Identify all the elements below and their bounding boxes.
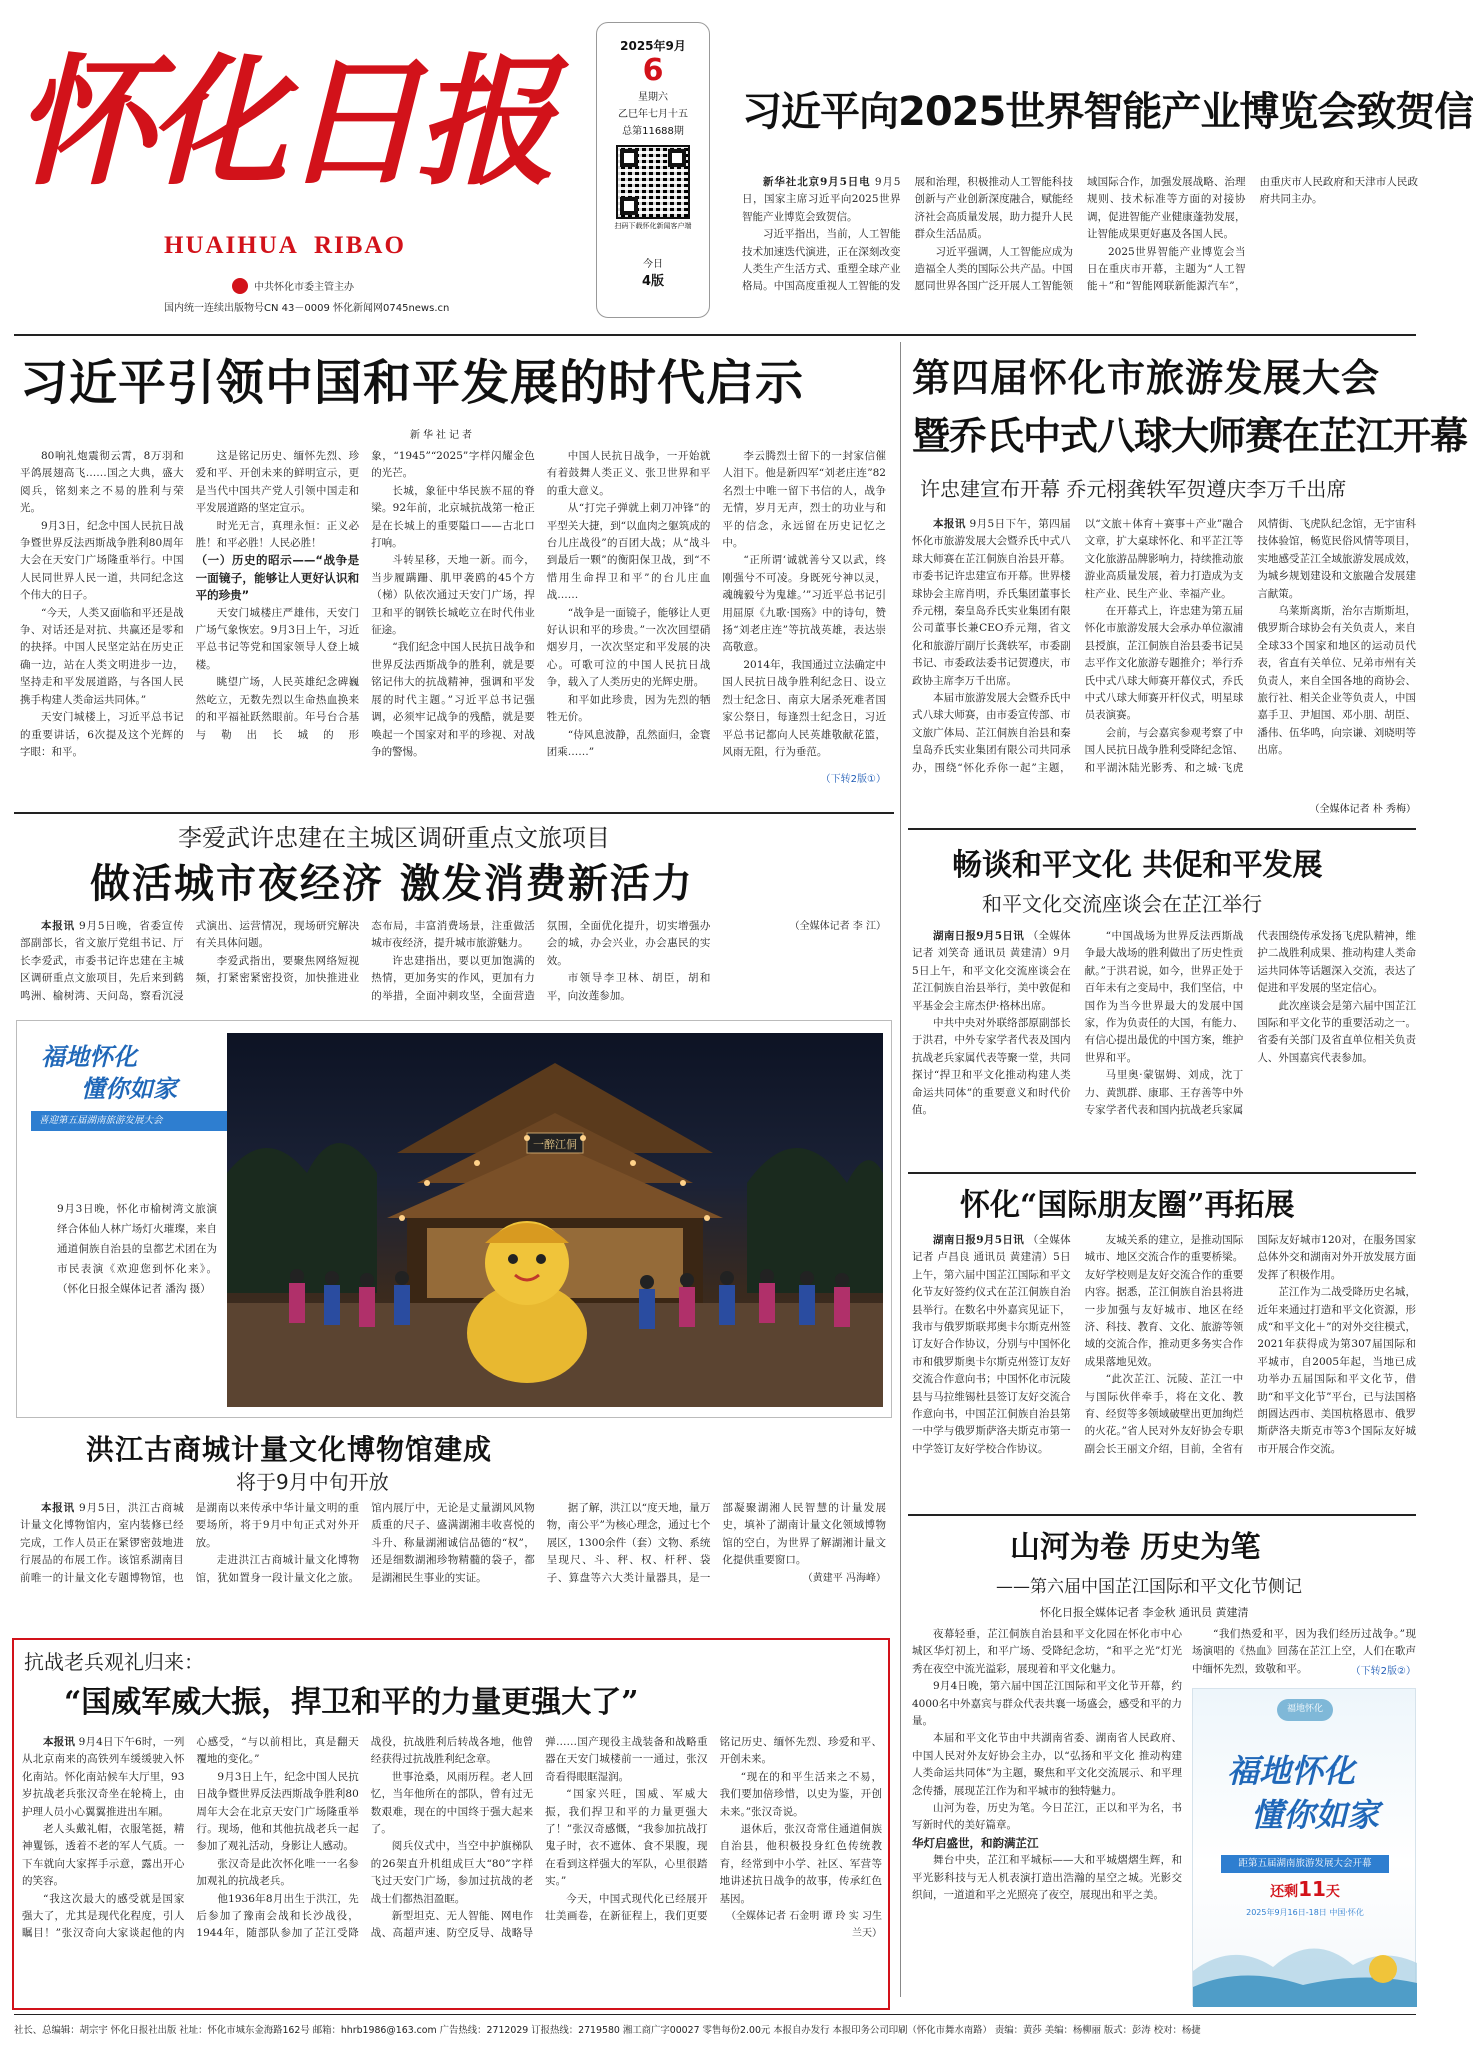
lead-body [742, 174, 1418, 304]
night-paragraph: 市领导李卫林、胡臣，胡和平，向汝莲参加。 [546, 972, 711, 1002]
countdown-number: 11 [1298, 1877, 1326, 1901]
river-subheadline: ——第六届中国芷江国际和平文化节侧记 [996, 1577, 1302, 1597]
veteran-paragraph: 他1936年8月出生于洪江，先后参加了豫南会战和长沙战役，1944年，随部队参加了芷江受降战役，抗战胜利后转战各地，他曾经获得过抗战胜利纪念章。 [196, 1736, 534, 1940]
veteran-headline: “国威军威大振，捍卫和平的力量更强大了” [64, 1685, 639, 1720]
main-paragraph: “侍风息波静，乱然面归，金寰团乘……” [546, 728, 711, 758]
tourism-body [912, 516, 1416, 818]
friends-paragraph: 芷江作为二战受降历史名城，近年来通过打造和平文化资源，形成“和平文化＋”的对外交往模式，2021年获得成为第307届国际和平城市，自2005年起，当地已成功举办五届国际和平文化节，借助“和平文化节”平台，已与法国格朗圆达西市、美国杭格恩市、俄罗斯萨洛夫斯克市等3个国际友好城市开展合作交流。 [1257, 1286, 1416, 1455]
date-box [596, 22, 710, 318]
veteran-paragraph: “现在的和平生活来之不易，我们要加倍珍惜，以史为鉴，开创未来。”张汉奇说。 [719, 1770, 882, 1818]
qr-code-icon [618, 147, 688, 217]
masthead-pinyin: HUAIHUA RIBAO [164, 232, 406, 259]
museum-byline: （黄建平 冯海峰） [802, 1572, 886, 1584]
main-author: 新华社记者 [410, 430, 475, 441]
main-paragraph: “战争是一面镜子，能够让人更好认识和平的珍贵。”一次次回望硝烟岁月，一次次坚定和平发展的决心。可歌可泣的中国人民抗日战争，载入了人类历史的光辉史册。 [546, 606, 711, 689]
peace-paragraph: （全媒体记者 刘笑奇 通讯员 黄建清）9月5日上午，和平文化交流座谈会在芷江侗族自治县举行，美中敦促和平基金会主席杰伊·格林出席。 [912, 930, 1071, 1012]
tourism-paragraph: 乌莱斯离斯，治尔吉斯斯坦，俄罗斯合球协会有关负责人，来自全球33个国家和地区的运动员代表，省直有关单位、兄弟市州有关负责人，来自全国各地的商协会、旅行社、相关企业等负责人，中国嘉手卫、尹旭国、邓小朋、胡臣、潘伟、伍华鸣，向宗谦、刘晓明等出席。 [1257, 605, 1416, 757]
lead-paragraph: 9月5日，国家主席习近平向2025世界智能产业博览会致贺信。 [742, 176, 901, 223]
date-weekday: 星期六 [638, 92, 668, 103]
main-paragraph: 中国人民抗日战争，一开始就有着鼓舞人类正义、张卫世界和平的重大意义。 [546, 450, 711, 497]
masthead-logo: 怀化日报 [14, 41, 551, 205]
veteran-dateline: 本报讯 [43, 1736, 76, 1748]
lead-paragraph: 2025世界智能产业博览会当日在重庆市开幕，主题为“人工智能＋”和“智能网联新能源汽车”，由重庆市人民政府和天津市人民政府共同主办。 [1087, 176, 1418, 293]
museum-paragraph: 走进洪江古商城计量文化博物馆，犹如置身一段计量文化之旅。馆内展厅中，无论是丈量湖风风物质重的尺子、盛满湖湘丰收喜悦的斗升、称量湖湘诚信品德的“权”，还是细数湖湘珍物精髓的袋子，都是湖湘民生事业的实证。 [195, 1502, 535, 1584]
tourism-byline: （全媒体记者 朴 秀梅） [1309, 804, 1416, 815]
main-paragraph: 斗转星移，天地一新。而今，当步履蹒跚、肌甲袭鸥的45个方（梯）队依次通过天安门广场，捍卫和平的钢铁长城屹立在时代伟业征途。 [371, 554, 535, 637]
river-body [912, 1626, 1182, 2004]
date-lunar: 乙巳年七月十五 [618, 109, 688, 120]
divider [908, 828, 1416, 830]
night-paragraph: 9月5日晚，省委宣传部副部长，省文旅厅党组书记、厅长李爱武，市委书记许忠建在主城区调研重点文旅项目，先后来到鹤鸣洲、榆树湾、天问岛，察看沉浸式演出、运营情况，现场研究解决有关具体问题。 [20, 920, 360, 1002]
photo-frame [16, 1020, 892, 1418]
peace-subheadline: 和平文化交流座谈会在芷江举行 [982, 892, 1262, 916]
veteran-kicker: 抗战老兵观礼归来： [24, 1650, 204, 1674]
friends-headline: 怀化“国际朋友圈”再拓展 [960, 1188, 1295, 1223]
photo-caption [57, 1199, 217, 1299]
countdown-suffix: 天 [1325, 1884, 1340, 1900]
main-paragraph: 和平如此珍贵，因为先烈的牺牲无价。 [546, 693, 711, 724]
main-paragraph: 李云腾烈士留下的一封家信催人泪下。他是新四军“刘老庄连”82名烈士中唯一留下书信的人，战争无情，岁月无声，烈士的功业与和平的信念，永远留在历史记忆之中。 [722, 450, 886, 550]
date-year-month: 2025年9月 [620, 39, 686, 53]
museum-headline: 洪江古商城计量文化博物馆建成 [86, 1433, 493, 1466]
main-paragraph: 长城，象征中华民族不屈的脊梁。92年前，北京城抗战第一枪正是在长城上的重要隘口——古北口打响。 [371, 484, 535, 550]
peace-paragraph: 中共中央对外联络部原副部长于洪君，中外专家学者代表及国内抗战老兵家属代表等聚一堂，共同探讨“捍卫和平文化推动构建人类命运共同体”的重要意义和时代价值。 [912, 1017, 1071, 1117]
promo-countdown [1221, 1877, 1389, 1901]
river-paragraph: 舞台中央，芷江和平城标——大和平城熠熠生辉，和平光影科技与无人机表演打造出浩瀚的星空之城。光影交织间，一道道和平之光照亮了夜空，展现出和平之美。 [912, 1854, 1182, 1902]
night-headline: 做活城市夜经济 激发消费新活力 [90, 861, 694, 907]
museum-subheadline: 将于9月中旬开放 [236, 1470, 389, 1494]
peace-body [912, 928, 1416, 1164]
friends-dateline: 湖南日报9月5日讯 [933, 1234, 1025, 1246]
night-kicker: 李爱武许忠建在主城区调研重点文旅项目 [178, 824, 610, 852]
night-byline: （全媒体记者 李 江） [789, 921, 886, 932]
river-paragraph: 山河为卷，历史为笔。今日芷江，正以和平为名，书写新时代的美好篇章。 [912, 1802, 1182, 1832]
veteran-paragraph: 新型坦克、无人智能、网电作战、高超声速、防空反导、战略导弹……国产现役主战装备和战略重器在天安门城楼前一一通过，张汉奇看得眼眶湿润。 [370, 1736, 708, 1940]
river-author: 怀化日报全媒体记者 李金秋 通讯员 黄建清 [1040, 1606, 1249, 1619]
divider [14, 334, 1416, 336]
divider [908, 1514, 1416, 1516]
divider [14, 2014, 1416, 2015]
museum-paragraph: 9月5日，洪江古商城计量文化博物馆内，室内装修已经完成，工作人员正在紧锣密鼓地进行展品的布展工作。该馆系湖南目前唯一的计量文化专题博物馆，也是湖南以来传承中华计量文明的重要场所，将于9月中旬正式对外开放。 [20, 1502, 360, 1584]
tourism-headline-1: 第四届怀化市旅游发展大会 [912, 356, 1381, 400]
masthead-emblem-icon [232, 278, 248, 294]
night-paragraph: 李爱武指出，要聚焦网络短视频，打紧密紧密投资，加快推进业态布局，丰富消费场景，注重做活城市夜经济，提升城市旅游魅力。 [195, 920, 535, 985]
main-paragraph: “我们纪念中国人民抗日战争和世界反法西斯战争的胜利，就是要铭记伟大的抗战精神，强调和平发展的时代主题。”习近平总书记强调，必须牢记战争的残酷，就是要唤起一个国家对和平的珍视、对战争的警惕。 [371, 641, 535, 758]
tourism-subheadline: 许忠建宣布开幕 乔元栩龚轶军贺遵庆李万千出席 [920, 477, 1347, 501]
main-paragraph: 从“打完子弹就上刺刀冲锋”的平型关大捷，到“以血肉之躯筑成的台儿庄战役”的百团大战；从“战斗到最后一颗”的衡阳保卫战，到“不惜用生命捍卫和平”的台儿庄血战…… [546, 502, 711, 602]
countdown-prefix: 还剩 [1270, 1884, 1299, 1900]
qr-caption: 扫码下载怀化新闻客户端 [614, 222, 692, 230]
night-dateline: 本报讯 [41, 920, 75, 932]
main-paragraph: 眺望广场，人民英雄纪念碑巍然屹立，无数先烈以生命热血换来的和平福祉跃然眼前。年号台合基与勒出长城的形象，“1945”“2025”字样闪耀金色的光芒。 [195, 450, 535, 741]
peace-paragraph: “中国战场为世界反法西斯战争最大战场的胜利做出了历史性贡献。”于洪君说，如今，世界正处于百年未有之变局中，我们坚信，中国作为当今世界最大的发展中国家，作为负责任的大国，有能力、有信心提出最优的中国方案，维护世界和平。 [1084, 930, 1244, 1064]
veteran-paragraph: 今天，中国式现代化已经展开壮美画卷，在新征程上，我们更要铭记历史、缅怀先烈、珍爱和平、开创未来。 [545, 1736, 882, 1923]
banner-line-1: 福地怀化 [41, 1042, 137, 1071]
friends-paragraph: “此次芷江、沅陵、芷江一中与国际伙伴牵手，将在文化、教育、经贸等多领域破壁出更加绚烂的火花。”省人民对外友好协会专职副会长王丽文介绍，目前，全省有国际友好城市120对，在服务国家总体外交和湖南对外开放发展方面发挥了积极作用。 [1084, 1234, 1416, 1455]
night-body [20, 918, 886, 1008]
river-paragraph: 本届和平文化节由中共湖南省委、湖南省人民政府、中国人民对外友好协会主办，以“弘扬和平文化 推动构建人类命运共同体”为主题，聚焦和平文化交流展示、和平理念传播，展现芷江作为和平城市的独特魅力。 [912, 1732, 1182, 1797]
pages-label: 今日 [643, 259, 663, 270]
veteran-paragraph: 阅兵仪式中，当空中护旗梯队的26架直升机组成巨大“80”字样飞过天安门广场，参加过抗战的老战士们都热泪盈眶。 [370, 1840, 534, 1905]
veteran-paragraph: 9月3日上午，纪念中国人民抗日战争暨世界反法西斯战争胜利80周年大会在北京天安门广场隆重举行。现场，他和其他抗战老兵一起参加了观礼活动，身影让人感动。 [196, 1770, 359, 1853]
tourism-dateline: 本报讯 [933, 518, 966, 530]
veteran-paragraph: 9月4日下午6时，一列从北京南来的高铁列车缓缓驶入怀化南站。怀化南站候车大厅里，93岁抗战老兵张汉奇坐在轮椅上，由护理人员小心翼翼推进出车厢。 [22, 1736, 185, 1818]
peace-paragraph: 马里奥·蒙锯姆、刘成，沈丁力、黄凯群、康耶、王存善等中外专家学者代表和国内抗战老兵家属代表围绕传承发扬飞虎队精神，维护二战胜利成果、推动构建人类命运共同体等话题深入交流，表达了促进和平发展的坚定信心。 [1084, 930, 1416, 1117]
main-continued-link[interactable]: （下转2版①） [820, 774, 886, 785]
river-paragraph: 夜幕轻垂，芷江侗族自治县和平文化园在怀化市中心城区华灯初上，和平广场、受降纪念坊，“和平之光”灯光秀在夜空中流光溢彩，展现着和平文化魅力。 [912, 1628, 1182, 1675]
main-paragraph: 天安门城楼上，习近平总书记的重要讲话，6次提及这个光辉的字眼：和平。 [20, 711, 184, 758]
veteran-paragraph: 世事沧桑，风雨历程。老人回忆，当年他所在的部队，曾有过无数艰难，现在的中国终于强大起来了。 [370, 1770, 534, 1836]
photo-credit: （怀化日报全媒体记者 潘沟 摄） [57, 1283, 211, 1295]
promo-line-2: 懂你如家 [1251, 1796, 1380, 1834]
river-subhead: 华灯启盛世，和韵满芷江 [912, 1835, 1039, 1850]
museum-dateline: 本报讯 [41, 1502, 75, 1514]
lead-paragraph: 习近平指出，当前，人工智能技术加速迭代演进，正在深刻改变人类生产生活方式、重塑全球产业格局。中国高度重视人工智能的发展和治理，积极推动人工智能科技创新与产业创新深度融合，赋能经济社会高质量发展，助力提升人民群众生活品质。 [742, 176, 1073, 293]
pages-count: 4版 [641, 274, 665, 289]
veteran-paragraph: “我这次最大的感受就是国家强大了，尤其是现代化程度，引人瞩目！”张汉奇向大家谈起他的内心感受，“与以前相比，真是翻天覆地的变化。” [22, 1736, 359, 1940]
promo-landscape [1193, 1921, 1417, 2007]
main-subhead: （一）历史的昭示——“战争是一面镜子，能够让人更好认识和平的珍贵” [195, 553, 360, 603]
veteran-paragraph: 老人头戴礼帽，衣服笔挺，精神矍铄，透着不老的军人气质。一下车就向大家挥手示意，露出开心的笑容。 [22, 1823, 185, 1888]
divider [900, 342, 901, 1997]
river-continued-link[interactable]: （下转2版②） [1350, 1666, 1416, 1677]
main-paragraph: 80响礼炮震彻云霄，8万羽和平鸽展翅高飞……国之大典，盛大阅兵，铭刻来之不易的胜利与荣光。 [20, 450, 184, 515]
divider [14, 812, 894, 814]
lead-headline: 习近平向2025世界智能产业博览会致贺信 [742, 89, 1473, 135]
museum-paragraph: 据了解，洪江以“度天地，量万物，南公平”为核心理念，通过七个展区，1300余件（套）文物、系统呈现尺、斗、秤、权、杆秤、袋子、算盘等六大类计量器具，是一部凝聚湖湘人民智慧的计量发展史，填补了湖南计量文化领域博物馆的空白，为世界了解湖湘计量文化提供重要窗口。 [546, 1502, 886, 1584]
veteran-paragraph: 退休后，张汉奇常住通道侗族自治县，他积极投身红色传统教育，经常到中小学、社区、军营等地讲述抗日战争的故事，传承红色基因。 [719, 1823, 882, 1905]
masthead-sponsor: 中共怀化市委主管主办 [254, 282, 354, 293]
tourism-promo-ad [1192, 1688, 1416, 2006]
masthead-cn-number: 国内统一连续出版物号CN 43－0009 怀化新闻网0745news.cn [164, 303, 450, 314]
peace-dateline: 湖南日报9月5日讯 [933, 930, 1025, 942]
footer-imprint: 社长、总编辑：胡宗宇 怀化日报社出版 社址：怀化市城东金海路162号 邮箱：hhrb1986@163.com 广告热线：2712029 订报热线：2719580 湘工商广字00027 零售每份2.00元 本报自办发行 本报印务公司印刷（怀化市舞水南路） 责编：黄莎 美编：杨柳丽 版式：彭涛 校对：杨捷 [14, 2025, 1201, 2036]
tourism-paragraph: 本届市旅游发展大会暨乔氏中式八球大师赛，由市委宣传部、市文旅广体局、芷江侗族自治县和秦皇岛乔氏实业集团有限公司共同承办，围绕“怀化乔你一起”主题，以“文旅＋体育＋赛事＋产业”融合文章，扩大桌球怀化、和平芷江等文化旅游品牌影响力，持续推动旅游业高质量发展，着力打造成为支柱产业、民生产业、幸福产业。 [912, 518, 1244, 774]
friends-paragraph: （全媒体记者 卢昌良 通讯员 黄建清）5日上午，第六届中国芷江国际和平文化节友好签约仪式在芷江侗族自治县举行。在数名中外嘉宾见证下，我市与俄罗斯联邦奥卡尔斯克州签订友好合作协议，分别与中国怀化市和俄罗斯奥卡尔斯克州签订友好交流合作意向书；中国怀化市沅陵县与马拉维锡杜县签订友好交流合作意向书，中国芷江侗族自治县第一中学与俄罗斯萨洛夫斯克市第一中学签订友好学校合作协议。 [912, 1234, 1071, 1455]
main-paragraph: “正所谓‘诚就善兮又以武，终刚强兮不可凌。身既死兮神以灵，魂魄毅兮为鬼雄。’”习近平总书记引用屈原《九歌·国殇》中的诗句，赞扬“刘老庄连”等抗战英雄，表达崇高敬意。 [722, 554, 886, 654]
main-paragraph: “今天，人类又面临和平还是战争、对话还是对抗、共赢还是零和的抉择。中国人民坚定站在历史正确一边，站在人类文明进步一边，坚持走和平发展道路，与各国人民携手构建人类命运共同体。” [20, 606, 184, 706]
peace-paragraph: 此次座谈会是第六届中国芷江国际和平文化节的重要活动之一。省委有关部门及省直单位相关负责人、外国嘉宾代表参加。 [1257, 999, 1416, 1064]
veteran-frame [12, 1638, 890, 2010]
lead-paragraph: 习近平强调，人工智能应成为造福全人类的国际公共产品。中国愿同世界各国广泛开展人工智能领域国际合作，加强发展战略、治理规则、技术标准等方面的对接协调，促进智能产业健康蓬勃发展，让智能成果更好惠及各国人民。 [914, 176, 1246, 293]
veteran-body [22, 1734, 882, 2004]
promo-logo-text: 福地怀化 [1286, 1704, 1323, 1714]
veteran-paragraph: 张汉奇是此次怀化唯一一名参加观礼的抗战老兵。 [196, 1857, 359, 1888]
main-paragraph: 时光无言，真理永恒：正义必胜！和平必胜！人民必胜！ [195, 519, 360, 550]
main-paragraph: 天安门城楼庄严雄伟，天安门广场气象恢宏。9月3日上午，习近平总书记等党和国家领导人登上城楼。 [195, 606, 360, 671]
main-paragraph: 2014年，我国通过立法确定中国人民抗日战争胜利纪念日、设立烈士纪念日、南京大屠杀死难者国家公祭日，每逢烈士纪念日，习近平总书记都向人民英雄敬献花篮，风雨无阻，行为垂范。 [722, 658, 886, 758]
museum-body [20, 1500, 886, 1600]
main-paragraph: 9月3日，纪念中国人民抗日战争暨世界反法西斯战争胜利80周年大会在天安门广场隆重举行。中国人民同世界人民一道，共同纪念这个伟大的日子。 [20, 519, 184, 602]
main-body [20, 448, 886, 770]
main-paragraph: 这是铭记历史、缅怀先烈、珍爱和平、开创未来的鲜明宣示，更是当代中国共产党人引领中国走和平发展道路的坚定宣示。 [195, 450, 360, 515]
night-paragraph: 许忠建指出，要以更加饱满的热情，更加务实的作风，更加有力的举措，全面冲刺攻坚，全面营造氛围，全面优化提升，切实增强办会的城，办会兴业，办会惠民的实效。 [371, 920, 711, 1002]
tourism-headline-2: 暨乔氏中式八球大师赛在芷江开幕 [912, 414, 1468, 458]
promo-dates: 2025年9月16日-18日 中国·怀化 [1246, 1908, 1364, 1917]
river-headline: 山河为卷 历史为笔 [1010, 1530, 1261, 1565]
photo-caption-text: 9月3日晚，怀化市榆树湾文旅演绎合体仙人林广场灯火璀璨，来自通道侗族自治县的皇都艺术团在为市民表演《欢迎您到怀化来》。 [57, 1203, 217, 1275]
photo-illustration [227, 1033, 883, 1407]
banner-line-2: 懂你如家 [81, 1074, 177, 1103]
tourism-paragraph: 9月5日下午，第四届怀化市旅游发展大会暨乔氏中式八球大师赛在芷江侗族自治县开幕。市委书记许忠建宣布开幕。世界楼球协会主席肖明，乔氏集团董事长乔元栩，秦皇岛乔氏实业集团有限公司董事长兼CEO乔元翔，省文化和旅游厅副厅长龚轶军，市委副书记、市委政法委书记贺遵庆，市政协主席李万千出席。 [912, 518, 1071, 687]
river-paragraph: “我们热爱和平，因为我们经历过战争。”现场演唱的《热血》回荡在芷江上空，人们在歌声中缅怀先烈，致敬和平。 [1192, 1628, 1416, 1675]
gate-sign: 一醉江侗 [533, 1138, 577, 1151]
veteran-byline: （全媒体记者 石金明 谭 玲 实 习生 兰天） [726, 1911, 882, 1940]
main-headline: 习近平引领中国和平发展的时代启示 [20, 355, 805, 411]
masthead [14, 14, 586, 332]
lead-dateline: 新华社北京9月5日电 [763, 176, 871, 188]
date-day: 6 [642, 53, 664, 88]
banner-strip: 喜迎第五届湖南旅游发展大会 [31, 1111, 227, 1131]
river-paragraph: 9月4日晚，第六届中国芷江国际和平文化节开幕，约4000名中外嘉宾与群众代表共襄一场盛会，感受和平的力量。 [912, 1680, 1182, 1728]
date-issue: 总第11688期 [622, 126, 684, 137]
tourism-paragraph: 会前，与会嘉宾参观考察了中国人民抗日战争胜利受降纪念馆、和平湖沐陆光影秀、和之城·飞虎风情街、飞虎队纪念馆，无宇宙科技体验馆，畅览民俗风情等项目，实地感受芷江全域旅游发展成效，为城乡规划建设和文旅融合发展建言献策。 [1084, 518, 1416, 774]
tourism-paragraph: 在开幕式上，许忠建为第五届怀化市旅游发展大会承办单位溆浦县授旗，芷江侗族自治县委书记吴志平作文化旅游专题推介；举行乔氏中式八球大师赛开幕仪式，乔氏中式八球大师赛开杆仪式，明星球员表演赛。 [1084, 605, 1244, 722]
promo-strip: 距第五届湖南旅游发展大会开幕 [1221, 1855, 1389, 1873]
veteran-paragraph: “国家兴旺，国威、军威大振，我们捍卫和平的力量更强大了！”张汉奇感慨，“我参加抗战打鬼子时，衣不遮体、食不果腹，现在看到这样强大的军队，心里很踏实。” [545, 1788, 708, 1888]
friends-body [912, 1232, 1416, 1506]
divider [908, 1172, 1416, 1174]
friends-paragraph: 友城关系的建立，是推动国际城市、地区交流合作的重要桥梁。友好学校则是友好交流合作的重要内容。据悉，芷江侗族自治县将进一步加强与友好城市、地区在经济、科技、教育、文化、旅游等领域的交流合作，推动更多务实合作成果落地见效。 [1084, 1234, 1244, 1368]
peace-headline: 畅谈和平文化 共促和平发展 [952, 848, 1323, 883]
promo-line-1: 福地怀化 [1227, 1752, 1356, 1790]
photo-banner [31, 1041, 227, 1161]
night-performance-photo [227, 1033, 883, 1407]
